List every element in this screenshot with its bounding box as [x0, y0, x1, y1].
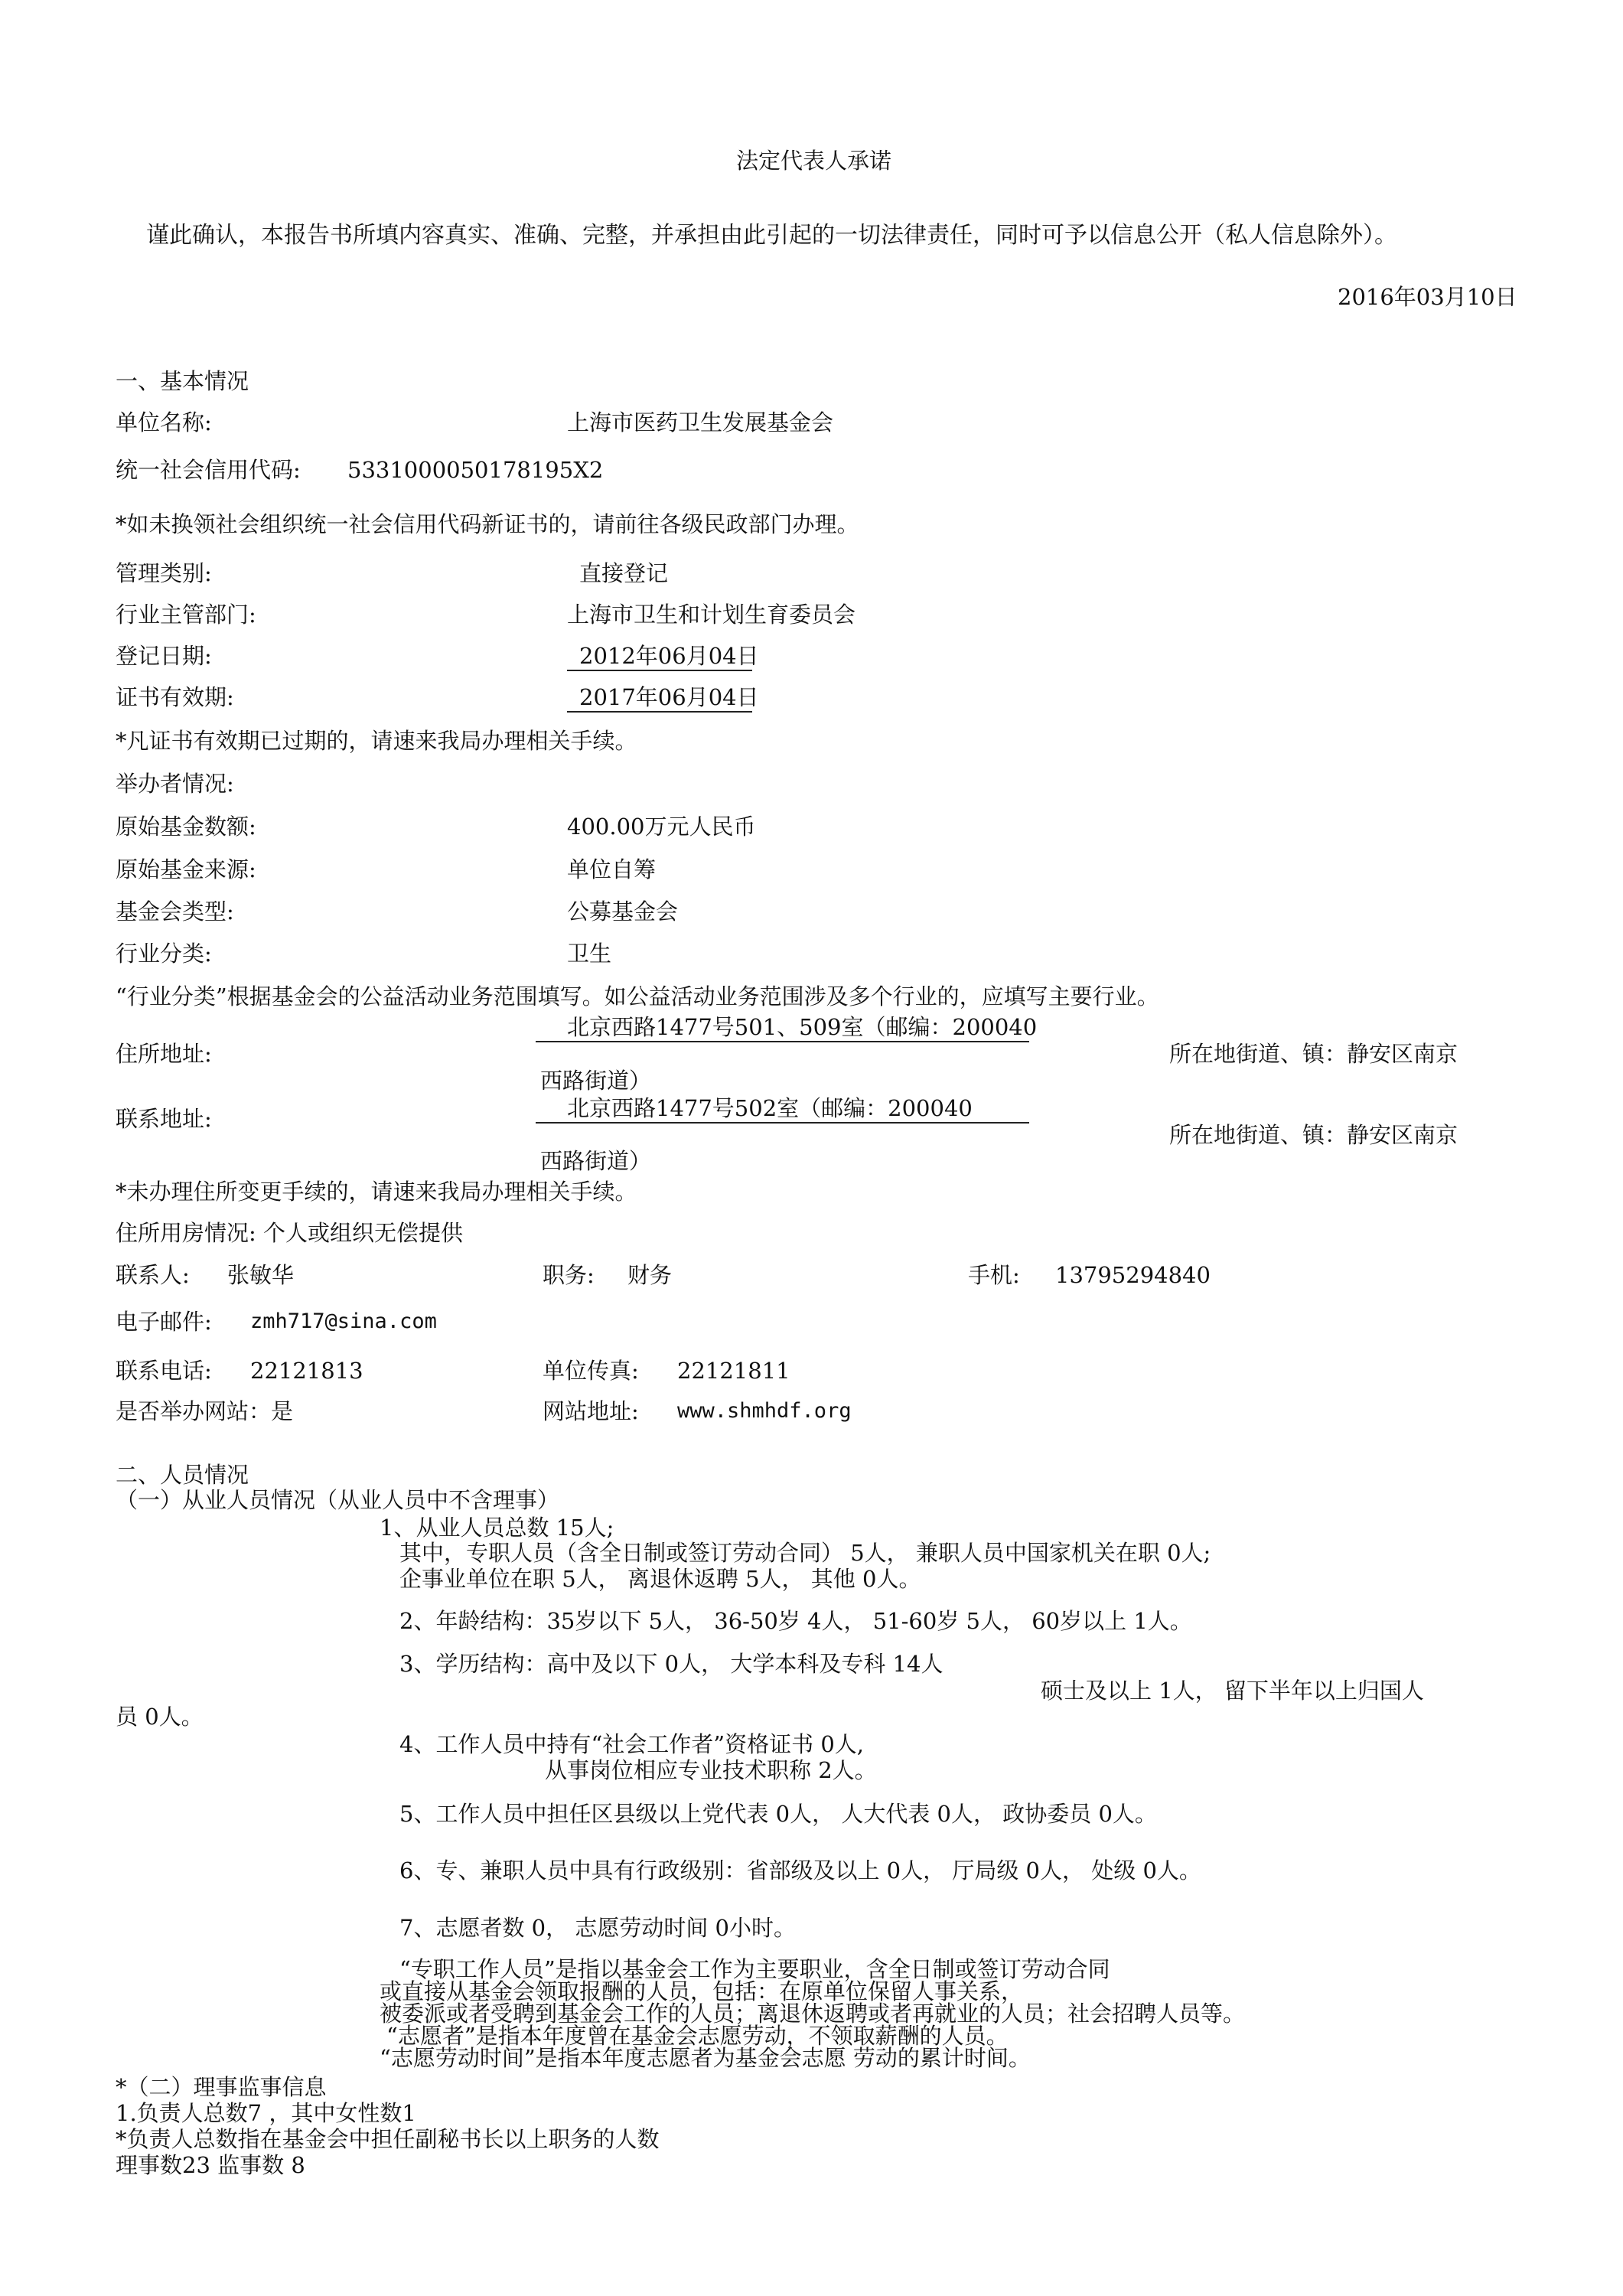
section-personnel-heading: 二、人员情况: [116, 1462, 249, 1488]
residence-address-label: 住所地址:: [116, 1041, 212, 1067]
employees-total: 1、从业人员总数 15人;: [380, 1515, 614, 1541]
website-question: 是否举办网站：是: [116, 1398, 294, 1424]
residence-street: 所在地街道、镇：静安区南京: [1169, 1041, 1458, 1067]
contact-person-value: 张敏华: [227, 1262, 295, 1288]
management-type-label: 管理类别:: [116, 560, 212, 586]
unit-name-value: 上海市医药卫生发展基金会: [567, 409, 834, 435]
phone-label: 联系电话:: [116, 1358, 212, 1384]
social-worker-cert: 4、工作人员中持有“社会工作者”资格证书 0人,: [399, 1731, 864, 1757]
management-type-value: 直接登记: [579, 560, 669, 586]
employees-breakdown-2: 企事业单位在职 5人， 离退休返聘 5人， 其他 0人。: [399, 1566, 921, 1592]
registration-date-value: 2012年06月04日: [579, 643, 759, 669]
pledge-text: 谨此确认，本报告书所填内容真实、准确、完整，并承担由此引起的一切法律责任，同时可予以信息公开（私人信息除外）。: [146, 222, 1397, 249]
fund-amount-value: 400.00万元人民币: [567, 814, 756, 840]
fund-amount-label: 原始基金数额:: [116, 814, 256, 840]
certificate-validity-note: *凡证书有效期已过期的，请速来我局办理相关手续。: [116, 728, 637, 754]
pledge-date: 2016年03月10日: [1338, 284, 1517, 310]
definition-fulltime-2: 或直接从基金会领取报酬的人员，包括：在原单位保留人事关系，: [380, 1978, 1024, 2004]
email-value: zmh717@sina.com: [250, 1309, 437, 1333]
contact-person-label: 联系人:: [116, 1262, 190, 1288]
credit-code-note: *如未换领社会组织统一社会信用代码新证书的，请前往各级民政部门办理。: [116, 511, 859, 537]
definition-fulltime-1: “专职工作人员”是指以基金会工作为主要职业，含全日制或签订劳动合同: [399, 1956, 1110, 1982]
website-label: 网站地址:: [543, 1398, 639, 1424]
employees-subheading: （一）从业人员情况（从业人员中不含理事）: [116, 1487, 560, 1513]
registration-date-label: 登记日期:: [116, 643, 212, 669]
fund-source-value: 单位自筹: [567, 856, 657, 882]
section-basic-heading: 一、基本情况: [116, 368, 249, 394]
certificate-validity-value: 2017年06月04日: [579, 684, 759, 710]
fax-label: 单位传真:: [543, 1358, 639, 1384]
definition-volunteer: “志愿者”是指本年度曾在基金会志愿劳动，不领取薪酬的人员。: [386, 2023, 1009, 2049]
volunteers: 7、志愿者数 0， 志愿劳动时间 0小时。: [399, 1915, 797, 1941]
employees-breakdown-1: 其中，专职人员（含全日制或签订劳动合同） 5人， 兼职人员中国家机关在职 0人;: [399, 1540, 1211, 1566]
housing-info: 住所用房情况: 个人或组织无偿提供: [116, 1220, 463, 1246]
position-value: 财务: [627, 1262, 673, 1288]
leader-count: 1.负责人总数7 ，其中女性数1: [116, 2100, 416, 2126]
registration-date-underline: [567, 670, 752, 671]
fax-value: 22121811: [677, 1358, 790, 1384]
industry-note: “行业分类”根据基金会的公益活动业务范围填写。如公益活动业务范围涉及多个行业的，应填写主要行业。: [116, 983, 1159, 1009]
fund-source-label: 原始基金来源:: [116, 856, 256, 882]
party-representatives: 5、工作人员中担任区县级以上党代表 0人， 人大代表 0人， 政协委员 0人。: [399, 1801, 1157, 1827]
certificate-validity-underline: [567, 711, 752, 713]
education-structure-cont: 硕士及以上 1人， 留下半年以上归国人: [1041, 1678, 1424, 1704]
contact-address-underline: [536, 1122, 1029, 1124]
credit-code-value: 5331000050178195X2: [347, 457, 604, 483]
foundation-type-value: 公募基金会: [567, 899, 679, 925]
age-structure: 2、年龄结构：35岁以下 5人， 36-50岁 4人， 51-60岁 5人， 60岁以上 1人。: [399, 1608, 1192, 1634]
education-structure: 3、学历结构：高中及以下 0人， 大学本科及专科 14人: [399, 1651, 943, 1677]
supervising-dept-label: 行业主管部门:: [116, 602, 256, 628]
mobile-value: 13795294840: [1055, 1262, 1211, 1288]
administrative-levels: 6、专、兼职人员中具有行政级别：省部级及以上 0人， 厅局级 0人， 处级 0人。: [399, 1857, 1201, 1883]
professional-title: 从事岗位相应专业技术职称 2人。: [545, 1757, 877, 1783]
residence-address-underline: [536, 1041, 1029, 1042]
organizer-label: 举办者情况:: [116, 771, 234, 797]
board-subheading: *（二）理事监事信息: [116, 2074, 327, 2100]
unit-name-label: 单位名称:: [116, 409, 212, 435]
foundation-type-label: 基金会类型:: [116, 899, 234, 925]
definition-fulltime-3: 被委派或者受聘到基金会工作的人员；离退休返聘或者再就业的人员；社会招聘人员等。: [380, 2001, 1246, 2027]
leader-note: *负责人总数指在基金会中担任副秘书长以上职务的人数: [116, 2126, 660, 2152]
residence-address-line1: 北京西路1477号501、509室（邮编：200040: [567, 1014, 1038, 1040]
residence-address-line2: 西路街道）: [540, 1068, 652, 1094]
contact-address-label: 联系地址:: [116, 1106, 212, 1132]
industry-label: 行业分类:: [116, 941, 212, 967]
mobile-label: 手机:: [968, 1262, 1020, 1288]
position-label: 职务:: [543, 1262, 595, 1288]
address-note: *未办理住所变更手续的，请速来我局办理相关手续。: [116, 1179, 637, 1205]
contact-address-line2: 西路街道）: [540, 1148, 652, 1174]
certificate-validity-label: 证书有效期:: [116, 684, 234, 710]
education-structure-end: 员 0人。: [116, 1704, 204, 1730]
industry-value: 卫生: [567, 941, 612, 967]
contact-street: 所在地街道、镇：静安区南京: [1169, 1122, 1458, 1148]
credit-code-label: 统一社会信用代码:: [116, 457, 301, 483]
definition-volunteer-hours: “志愿劳动时间”是指本年度志愿者为基金会志愿 劳动的累计时间。: [380, 2045, 1031, 2071]
phone-value: 22121813: [250, 1358, 363, 1384]
email-label: 电子邮件:: [116, 1309, 212, 1335]
board-counts: 理事数23 监事数 8: [116, 2152, 305, 2178]
website-value: www.shmhdf.org: [677, 1399, 852, 1423]
contact-address-line1: 北京西路1477号502室（邮编：200040: [567, 1095, 973, 1121]
page-title: 法定代表人承诺: [736, 148, 892, 174]
supervising-dept-value: 上海市卫生和计划生育委员会: [567, 602, 856, 628]
